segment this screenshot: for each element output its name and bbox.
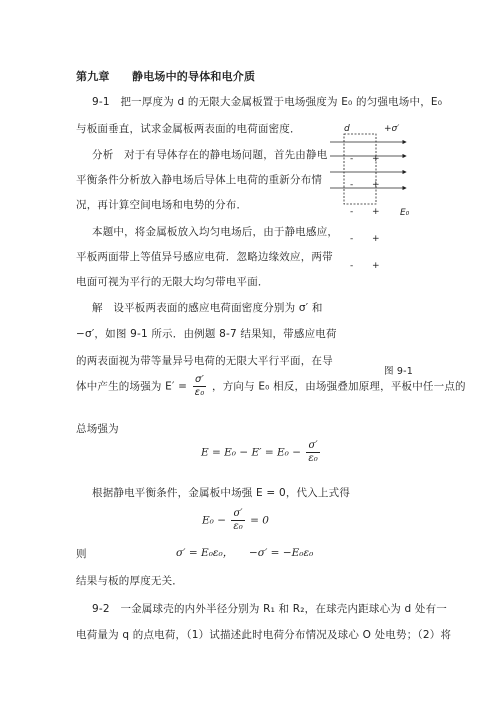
conclusion-line: 结果与板的厚度无关． xyxy=(76,575,183,587)
equation-equilibrium: E₀ − $\frac{\sigma'}{\text{ε₀}}$ = 0 xyxy=(202,508,269,532)
solution-line-1: 解 设平板两表面的感应电荷面密度分别为 σ′ 和 xyxy=(92,302,323,314)
field-label: E₀ xyxy=(400,208,410,218)
equation-total-field-text: E = E₀ − E′ = E₀ − xyxy=(201,446,302,459)
field-formula-prefix: 体中产生的场强为 E′ = xyxy=(76,380,188,393)
body-line-2: 平板两面带上等值异号感应电荷．忽略边缘效应，两带 xyxy=(76,251,333,263)
plus-charge: + xyxy=(372,180,380,190)
equation-total-field xyxy=(201,440,322,465)
problem-9-1-line-1: 9-1 把一厚度为 d 的无限大金属板置于电场强度为 E₀ 的匀强电场中，E₀ xyxy=(92,96,443,108)
field-formula-suffix: ，方向与 E₀ 相反，由场强叠加原理，平板中任一点的 xyxy=(212,380,466,393)
figure-caption: 图 9-1 xyxy=(384,366,414,377)
body-line-1: 本题中，将金属板放入均匀电场后，由于静电感应， xyxy=(92,226,339,238)
plus-charge: + xyxy=(372,234,380,244)
equation-total-field-fraction: $\frac{\sigma'}{\text{ε₀}}$ xyxy=(308,440,318,464)
metal-plate xyxy=(344,134,376,204)
solution-line-3: 的两表面视为带等量异号电荷的无限大平行平面，在导 xyxy=(76,355,333,367)
equation-equilibrium-fraction: $\frac{\sigma'}{\text{ε₀}}$ xyxy=(233,508,243,532)
minus-charge: - xyxy=(350,207,354,217)
problem-9-2-line-2: 电荷量为 q 的点电荷，（1）试描述此时电荷分布情况及球心 O 处电势；（2）将 xyxy=(76,629,452,641)
body-line-3: 电面可视为平行的无限大均匀带电平面． xyxy=(76,276,269,288)
chapter-title: 第九章 静电场中的导体和电介质 xyxy=(76,70,256,83)
sigma-label: +σ′ xyxy=(384,124,400,134)
total-field-label: 总场强为 xyxy=(76,423,119,435)
analysis-line-2: 平衡条件分析放入静电场后导体上电荷的重新分布情 xyxy=(76,174,323,186)
minus-charge: - xyxy=(350,180,354,190)
plus-charge: + xyxy=(372,207,380,217)
equation-result: σ′ = E₀ε₀， −σ′ = −E₀ε₀ xyxy=(176,547,314,559)
field-lines xyxy=(330,142,406,188)
equilibrium-line: 根据静电平衡条件，金属板中场强 E = 0，代入上式得 xyxy=(92,487,351,499)
minus-charge: - xyxy=(350,154,354,164)
plus-charge: + xyxy=(372,154,380,164)
fraction-denominator: ε₀ xyxy=(194,387,205,398)
analysis-line-1: 分析 对于有导体存在的静电场问题，首先由静电 xyxy=(92,149,328,161)
problem-9-1-line-2: 与板面垂直，试求金属板两表面的电荷面密度． xyxy=(76,123,301,135)
minus-charge: - xyxy=(350,234,354,244)
minus-charge: - xyxy=(350,261,354,271)
thickness-label: d xyxy=(344,124,350,134)
analysis-line-3: 况，再计算空间电场和电势的分布． xyxy=(76,199,248,211)
solution-line-4 xyxy=(76,374,466,399)
sigma-over-epsilon-fraction xyxy=(193,374,207,399)
plus-charge: + xyxy=(372,261,380,271)
figure-9-1 xyxy=(330,120,420,280)
solution-line-2: −σ′，如图 9-1 所示．由例题 8-7 结果知，带感应电荷 xyxy=(76,328,337,340)
problem-9-2-line-1: 9-2 一金属球壳的内外半径分别为 R₁ 和 R₂，在球壳内距球心为 d 处有一 xyxy=(92,603,448,615)
fraction-numerator: σ′ xyxy=(193,374,207,387)
result-prefix: 则 xyxy=(76,548,87,560)
